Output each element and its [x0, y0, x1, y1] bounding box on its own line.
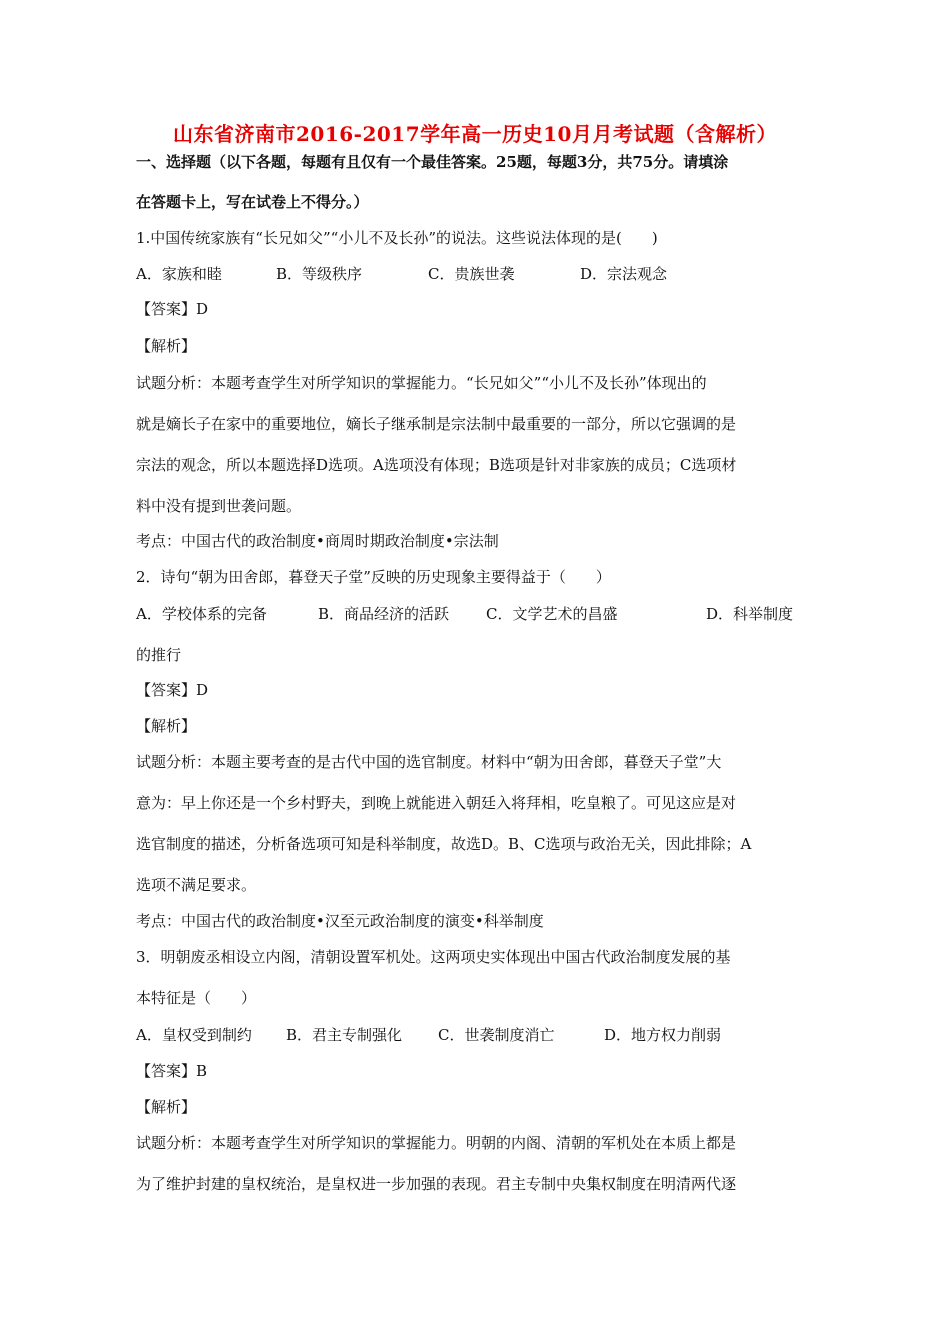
q3-option-b: B．君主专制强化 [286, 1026, 403, 1044]
q2-option-continued: 的推行 [136, 646, 182, 664]
q2-analysis-line-2: 意为：早上你还是一个乡村野夫，到晚上就能进入朝廷入将拜相，吃皇粮了。可见这应是对 [136, 794, 737, 812]
q3-option-a: A．皇权受到制约 [136, 1026, 252, 1044]
q1-option-b: B．等级秩序 [276, 265, 363, 283]
q1-analysis-line-3: 宗法的观念，所以本题选择D选项。A选项没有体现；B选项是针对非家族的成员；C选项材 [136, 456, 737, 474]
q3-answer: 【答案】B [136, 1062, 208, 1080]
q1-analysis-line-4: 料中没有提到世袭问题。 [136, 497, 302, 515]
q1-option-a: A．家族和睦 [136, 265, 222, 283]
q2-analysis-label: 【解析】 [136, 717, 197, 735]
q2-analysis-line-1: 试题分析：本题主要考查的是古代中国的选官制度。材料中“朝为田舍郎，暮登天子堂”大 [136, 753, 722, 771]
q1-option-d: D．宗法观念 [580, 265, 668, 283]
q2-option-b: B．商品经济的活跃 [318, 605, 450, 623]
q1-option-c: C．贵族世袭 [428, 265, 515, 283]
q3-analysis-line-2: 为了维护封建的皇权统治，是皇权进一步加强的表现。君主专制中央集权制度在明清两代逐 [136, 1175, 737, 1193]
q1-stem: 1.中国传统家族有“长兄如父”“小儿不及长孙”的说法。这些说法体现的是( ) [136, 229, 658, 247]
q2-answer: 【答案】D [136, 681, 209, 699]
q3-analysis-label: 【解析】 [136, 1098, 197, 1116]
q3-analysis-line-1: 试题分析：本题考查学生对所学知识的掌握能力。明朝的内阁、清朝的军机处在本质上都是 [136, 1134, 737, 1152]
q1-analysis-label: 【解析】 [136, 337, 197, 355]
q1-kaodian: 考点：中国古代的政治制度•商周时期政治制度•宗法制 [136, 532, 499, 550]
q2-kaodian: 考点：中国古代的政治制度•汉至元政治制度的演变•科举制度 [136, 912, 544, 930]
q1-analysis-line-1: 试题分析：本题考查学生对所学知识的掌握能力。“长兄如父”“小儿不及长孙”体现出的 [136, 374, 707, 392]
section-header-line-1: 一、选择题（以下各题，每题有且仅有一个最佳答案。25题，每题3分，共75分。请填涂 [136, 153, 729, 171]
q2-stem: 2．诗句“朝为田舍郎，暮登天子堂”反映的历史现象主要得益于（ ） [136, 568, 611, 586]
q2-analysis-line-4: 选项不满足要求。 [136, 876, 257, 894]
q3-stem-line-2: 本特征是（ ） [136, 989, 257, 1007]
document-title: 山东省济南市2016-2017学年高一历史10月月考试题（含解析） [173, 122, 777, 146]
q3-stem-line-1: 3．明朝废丞相设立内阁，清朝设置军机处。这两项史实体现出中国古代政治制度发展的基 [136, 948, 731, 966]
q2-option-c: C．文学艺术的昌盛 [486, 605, 618, 623]
q2-analysis-line-3: 选官制度的描述，分析备选项可知是科举制度，故选D。B、C选项与政治无关，因此排除；A [136, 835, 752, 853]
q2-option-d: D．科举制度 [706, 605, 794, 623]
section-header-line-2: 在答题卡上，写在试卷上不得分。） [136, 193, 369, 211]
q3-option-d: D．地方权力削弱 [604, 1026, 722, 1044]
q2-option-a: A．学校体系的完备 [136, 605, 267, 623]
q3-option-c: C．世袭制度消亡 [438, 1026, 555, 1044]
q1-answer: 【答案】D [136, 300, 209, 318]
q1-analysis-line-2: 就是嫡长子在家中的重要地位，嫡长子继承制是宗法制中最重要的一部分，所以它强调的是 [136, 415, 737, 433]
